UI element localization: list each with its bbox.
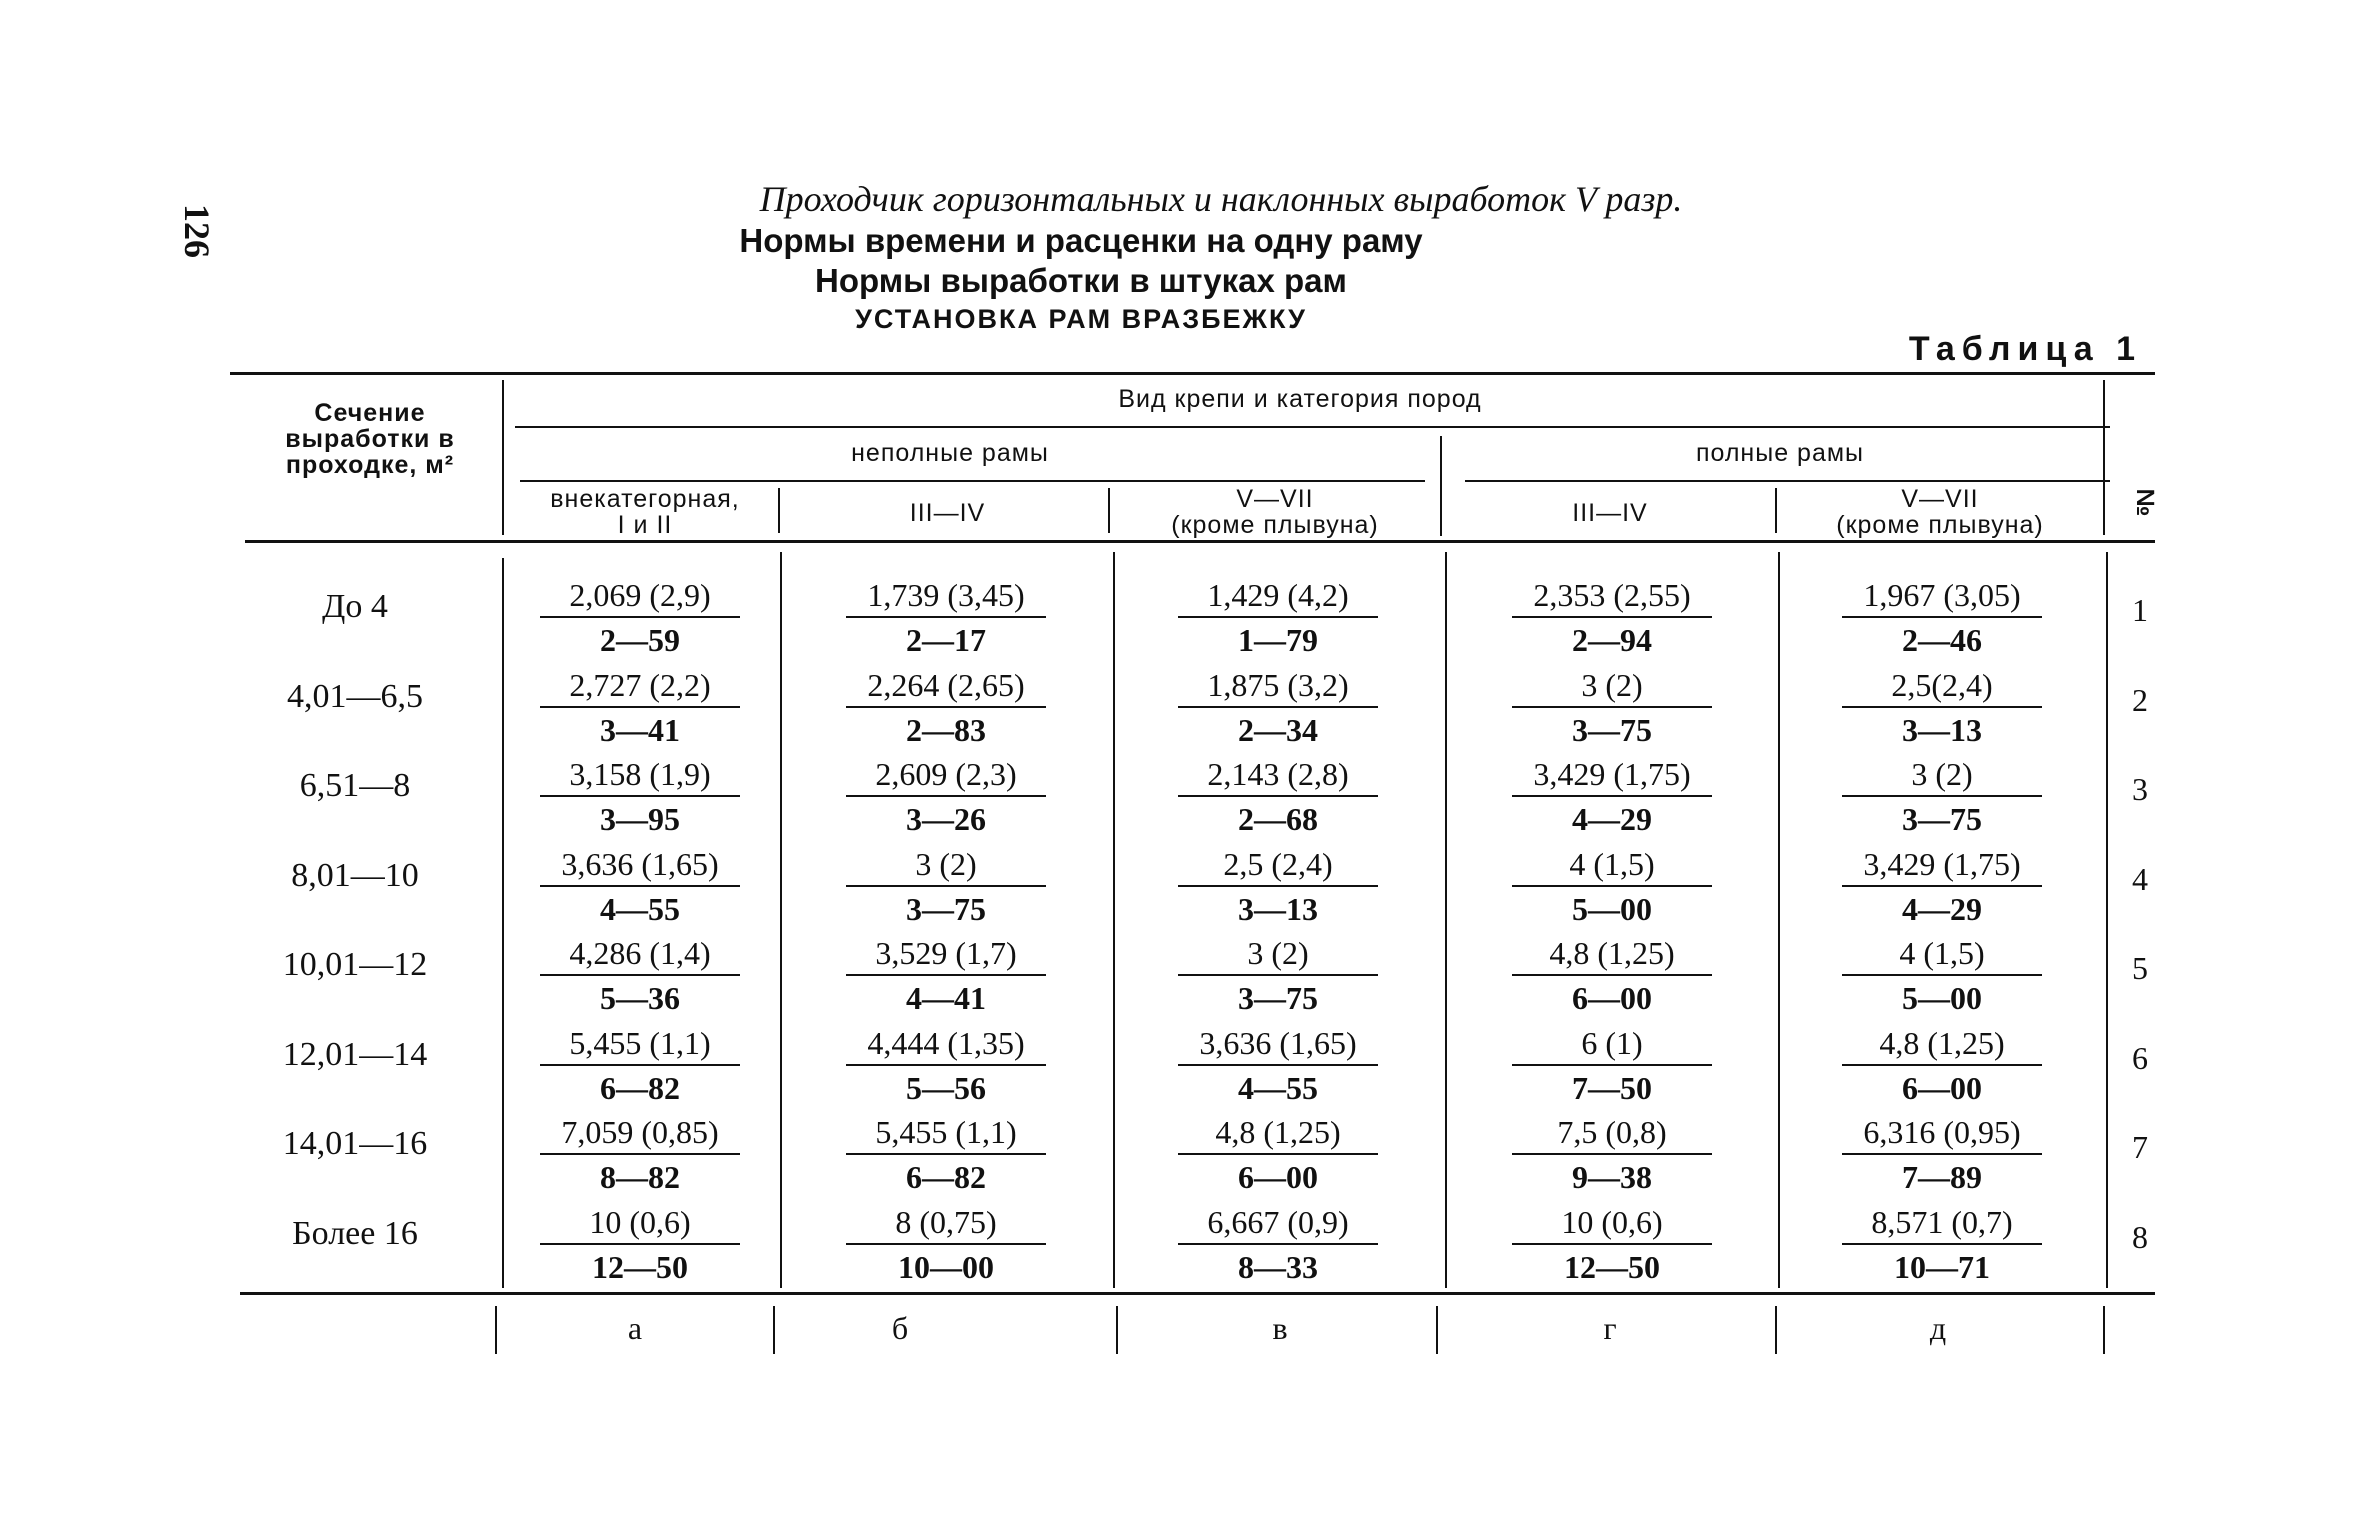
table-cell — [540, 1201, 740, 1289]
group-header-rule — [515, 426, 2110, 428]
table-cell — [1178, 932, 1378, 1020]
rate-value: 6—82 — [600, 1070, 680, 1106]
table-cell — [1178, 1201, 1378, 1289]
table-cell — [1512, 1111, 1712, 1199]
rate-value: 2—94 — [1572, 622, 1652, 658]
rate-value: 4—29 — [1902, 891, 1982, 927]
table-cell — [846, 1022, 1046, 1110]
table-cell — [1842, 932, 2042, 1020]
rate-value: 2—59 — [600, 622, 680, 658]
rate-value: 4—55 — [600, 891, 680, 927]
row-number: 4 — [2132, 861, 2148, 897]
time-norm: 4 (1,5) — [1899, 935, 1985, 971]
subgroup-left-rule — [520, 480, 1425, 482]
table-cell — [1842, 753, 2042, 841]
rate-value: 4—29 — [1572, 801, 1652, 837]
table-cell — [1178, 843, 1378, 931]
footer-divider — [495, 1306, 497, 1354]
rate-value: 4—41 — [906, 980, 986, 1016]
rate-value: 3—26 — [906, 801, 986, 837]
subgroup-right-rule — [1465, 480, 2110, 482]
time-norm: 2,264 (2,65) — [867, 667, 1025, 703]
time-norm: 2,609 (2,3) — [875, 756, 1017, 792]
table-cell — [540, 753, 740, 841]
time-norm: 4,8 (1,25) — [1879, 1025, 2005, 1061]
table-cell — [1842, 1022, 2042, 1110]
table-label: Таблица 1 — [1908, 330, 2142, 368]
row-number: 7 — [2132, 1129, 2148, 1165]
table-cell — [1512, 843, 1712, 931]
time-norm: 3,158 (1,9) — [569, 756, 711, 792]
time-norm: 3,429 (1,75) — [1863, 846, 2021, 882]
time-norm: 4,286 (1,4) — [569, 935, 711, 971]
column-letter-v: в — [1272, 1310, 1288, 1346]
rate-value: 8—82 — [600, 1159, 680, 1195]
body-divider — [1445, 552, 1447, 1288]
table-cell — [1842, 843, 2042, 931]
rate-value: 2—17 — [906, 622, 986, 658]
table-cell — [1512, 664, 1712, 752]
table-cell — [1178, 1022, 1378, 1110]
column-letter-g: г — [1603, 1310, 1617, 1346]
row-number: 8 — [2132, 1219, 2148, 1255]
column-letter-d: д — [1929, 1310, 1947, 1346]
footer-divider — [1775, 1306, 1777, 1354]
time-norm: 4,8 (1,25) — [1549, 935, 1675, 971]
rate-value: 3—75 — [1572, 712, 1652, 748]
time-norm: 4,8 (1,25) — [1215, 1114, 1341, 1150]
row-label: 6,51—8 — [299, 767, 411, 804]
table-cell — [846, 664, 1046, 752]
column-header-d: V—VII (кроме плывуна) — [1836, 485, 2044, 539]
rate-value: 3—75 — [1238, 980, 1318, 1016]
row-number: 2 — [2132, 682, 2148, 718]
rate-value: 3—41 — [600, 712, 680, 748]
table-cell — [1842, 1201, 2042, 1289]
time-norm: 2,353 (2,55) — [1533, 577, 1691, 613]
rate-value: 3—75 — [906, 891, 986, 927]
time-norm: 3,529 (1,7) — [875, 935, 1017, 971]
body-divider — [1113, 552, 1115, 1288]
table-cell — [1842, 1111, 2042, 1199]
time-norm: 5,455 (1,1) — [875, 1114, 1017, 1150]
column-header-v: V—VII (кроме плывуна) — [1171, 485, 1379, 539]
row-label: Более 16 — [292, 1215, 418, 1252]
group-header: Вид крепи и категория пород — [1118, 385, 1482, 413]
header-divider — [1108, 488, 1110, 533]
table-cell — [540, 1022, 740, 1110]
rate-value: 2—46 — [1902, 622, 1982, 658]
row-number: 3 — [2132, 771, 2148, 807]
time-norm: 6 (1) — [1581, 1025, 1643, 1061]
table-cell — [540, 664, 740, 752]
time-norm: 2,5(2,4) — [1891, 667, 1993, 703]
rate-value: 5—00 — [1902, 980, 1982, 1016]
rate-value: 12—50 — [592, 1249, 688, 1285]
rate-value: 10—00 — [898, 1249, 994, 1285]
time-norm: 4,444 (1,35) — [867, 1025, 1025, 1061]
row-label: До 4 — [322, 588, 388, 625]
table-cell — [1178, 1111, 1378, 1199]
header-divider — [1440, 436, 1442, 536]
header-divider — [1775, 488, 1777, 533]
subgroup-incomplete-frames: неполные рамы — [851, 439, 1049, 467]
time-norm: 8,571 (0,7) — [1871, 1204, 2013, 1240]
table-cell — [846, 932, 1046, 1020]
rate-value: 3—13 — [1902, 712, 1982, 748]
column-header-g: III—IV — [1572, 499, 1648, 527]
time-norm: 1,429 (4,2) — [1207, 577, 1349, 613]
column-header-a: внекатегорная, I и II — [550, 485, 740, 539]
row-label: 12,01—14 — [282, 1036, 428, 1073]
footer-divider — [2103, 1306, 2105, 1354]
table-cell — [846, 843, 1046, 931]
time-norm: 1,967 (3,05) — [1863, 577, 2021, 613]
time-norm: 1,739 (3,45) — [867, 577, 1025, 613]
rate-value: 6—82 — [906, 1159, 986, 1195]
rate-value: 6—00 — [1902, 1070, 1982, 1106]
footer-divider — [773, 1306, 775, 1354]
table-cell — [846, 1111, 1046, 1199]
body-divider — [2106, 552, 2108, 1288]
time-norm: 2,069 (2,9) — [569, 577, 711, 613]
time-norm: 3 (2) — [915, 846, 977, 882]
time-norm: 10 (0,6) — [589, 1204, 691, 1240]
header-divider — [2103, 380, 2105, 535]
header-divider — [502, 380, 504, 535]
time-norm: 3 (2) — [1581, 667, 1643, 703]
rate-value: 7—50 — [1572, 1070, 1652, 1106]
table-cell — [1512, 932, 1712, 1020]
table-cell — [1178, 664, 1378, 752]
table-cell — [1842, 664, 2042, 752]
rate-value: 2—83 — [906, 712, 986, 748]
header-bottom-rule — [245, 540, 2155, 543]
time-norm: 7,5 (0,8) — [1557, 1114, 1667, 1150]
table-cell — [540, 574, 740, 662]
rate-value: 6—00 — [1572, 980, 1652, 1016]
time-norm: 3,429 (1,75) — [1533, 756, 1691, 792]
rate-value: 10—71 — [1894, 1249, 1990, 1285]
table-cell — [1842, 574, 2042, 662]
time-norm: 4 (1,5) — [1569, 846, 1655, 882]
time-norm: 3,636 (1,65) — [1199, 1025, 1357, 1061]
body-divider — [1778, 552, 1780, 1288]
row-label: 10,01—12 — [282, 946, 428, 983]
table-cell — [1512, 753, 1712, 841]
row-number: 1 — [2132, 592, 2148, 628]
heading-operation: УСТАНОВКА РАМ ВРАЗБЕЖКУ — [855, 304, 1307, 334]
time-norm: 3,636 (1,65) — [561, 846, 719, 882]
table-bottom-rule — [240, 1292, 2155, 1295]
footer-divider — [1116, 1306, 1118, 1354]
table-cell — [1512, 1201, 1712, 1289]
column-header-b: III—IV — [909, 499, 986, 527]
table-cell — [846, 574, 1046, 662]
row-label: 14,01—16 — [282, 1125, 428, 1162]
time-norm: 8 (0,75) — [895, 1204, 997, 1240]
time-norm: 5,455 (1,1) — [569, 1025, 711, 1061]
time-norm: 3 (2) — [1911, 756, 1973, 792]
rate-value: 4—55 — [1238, 1070, 1318, 1106]
row-number: 6 — [2132, 1040, 2148, 1076]
column-letter-b: б — [891, 1310, 909, 1346]
time-norm: 7,059 (0,85) — [561, 1114, 719, 1150]
body-divider — [502, 558, 504, 1288]
rate-value: 5—36 — [600, 980, 680, 1016]
table-cell — [1178, 753, 1378, 841]
column-letter-a: а — [627, 1310, 643, 1346]
rate-value: 5—00 — [1572, 891, 1652, 927]
rate-value: 2—34 — [1238, 712, 1318, 748]
rate-value: 1—79 — [1238, 622, 1318, 658]
rate-value: 9—38 — [1572, 1159, 1652, 1195]
rate-value: 5—56 — [906, 1070, 986, 1106]
row-number: 5 — [2132, 950, 2148, 986]
table-cell — [540, 932, 740, 1020]
rate-value: 2—68 — [1238, 801, 1318, 837]
rate-value: 3—75 — [1902, 801, 1982, 837]
heading-norms-output: Нормы выработки в штуках рам — [815, 262, 1347, 299]
table-top-rule — [230, 372, 2155, 375]
time-norm: 6,316 (0,95) — [1863, 1114, 2021, 1150]
header-divider — [778, 488, 780, 533]
time-norm: 3 (2) — [1247, 935, 1309, 971]
footer-divider — [1436, 1306, 1438, 1354]
table-cell — [540, 1111, 740, 1199]
row-label: 4,01—6,5 — [287, 678, 423, 715]
section-header: Сечение выработки в проходке, м² — [285, 399, 455, 479]
page-number: 126 — [177, 204, 217, 258]
time-norm: 2,143 (2,8) — [1207, 756, 1349, 792]
time-norm: 2,727 (2,2) — [569, 667, 711, 703]
table-cell — [846, 753, 1046, 841]
table-cell — [1512, 1022, 1712, 1110]
rate-value: 8—33 — [1238, 1249, 1318, 1285]
table-cell — [1178, 574, 1378, 662]
body-divider — [780, 552, 782, 1288]
heading-norms-time: Нормы времени и расценки на одну раму — [739, 222, 1423, 259]
time-norm: 1,875 (3,2) — [1207, 667, 1349, 703]
subgroup-complete-frames: полные рамы — [1695, 439, 1865, 467]
rate-value: 3—13 — [1238, 891, 1318, 927]
heading-profession: Проходчик горизонтальных и наклонных выработок V разр. — [759, 179, 1683, 219]
rate-value: 6—00 — [1238, 1159, 1318, 1195]
row-label: 8,01—10 — [291, 857, 419, 894]
number-header: № — [2131, 488, 2159, 518]
time-norm: 10 (0,6) — [1561, 1204, 1663, 1240]
time-norm: 2,5 (2,4) — [1223, 846, 1333, 882]
table-cell — [1512, 574, 1712, 662]
rate-value: 12—50 — [1564, 1249, 1660, 1285]
table-cell — [540, 843, 740, 931]
table-cell — [846, 1201, 1046, 1289]
rate-value: 3—95 — [600, 801, 680, 837]
time-norm: 6,667 (0,9) — [1207, 1204, 1349, 1240]
rate-value: 7—89 — [1902, 1159, 1982, 1195]
